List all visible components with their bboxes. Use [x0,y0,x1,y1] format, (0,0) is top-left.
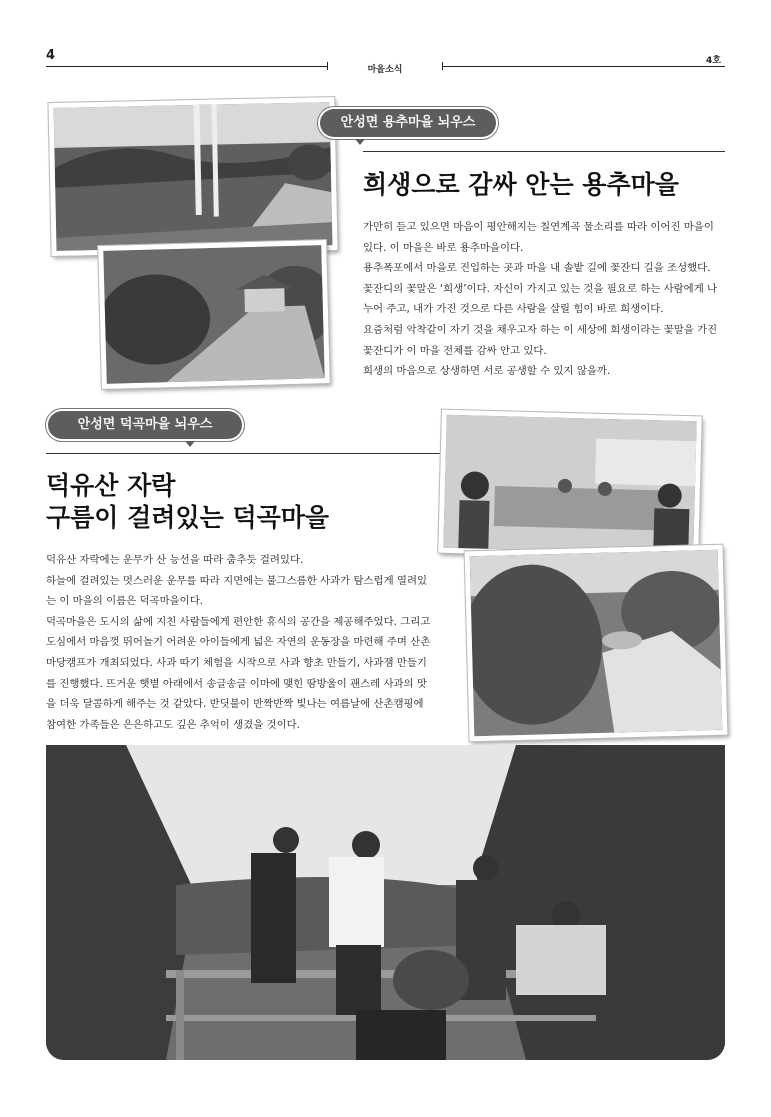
photo-orchard-families [46,745,725,1060]
article1-line: 용추폭포에서 마을로 진입하는 곳과 마을 내 솔밭 길에 꽃잔디 길을 조성했다. [363,262,711,275]
article2-line: 를 진행했다. 뜨거운 햇볕 아래에서 송글송글 이마에 맺힌 땀방울이 괜스레 사과의 맛 [46,677,427,690]
badge-tail [185,441,195,447]
badge-tail [355,139,365,145]
article1-line: 가만히 듣고 있으면 마음이 평안해지는 칠연계곡 물소리를 따라 이어진 마을이 [363,221,714,233]
article2-rule [46,453,440,454]
article2-line: 마당캠프가 개최되었다. 사과 따기 체험을 시작으로 사과 향초 만들기, 사과잼 만들기 [46,656,427,669]
article2-line: 덕유산 자락에는 운무가 산 능선을 따라 춤추듯 걸려있다. [46,554,304,566]
article1-line: 꽃잔디가 이 마을 전체를 감싸 안고 있다. [363,344,547,357]
article1-rule [363,151,725,152]
article1-line: 있다. 이 마을은 바로 용추마을이다. [363,241,524,254]
category-badge-deokgok: 안성면 덕곡마을 뇌우스 [48,411,242,439]
article1-line: 누어 주고, 내가 가진 것으로 다른 사람을 살릴 힘이 바로 희생이다. [363,303,664,316]
header-tick-left [327,62,328,70]
article2-line: 을 더욱 달콤하게 해주는 것 같았다. 반딧불이 반짝반짝 빛나는 여름날에 산촌캠핑에 [46,698,424,711]
article2-line: 덕곡마을은 도시의 삶에 지친 사람들에게 편안한 휴식의 공간을 제공해주었다. 그리고 [46,615,431,628]
article2-body [46,550,464,735]
article1-line: 꽃잔디의 꽃말은 ‘희생’이다. 자신이 가지고 있는 것을 필요로 하는 사람에게 나 [363,282,718,295]
article2-line: 참여한 가족들은 은은하고도 깊은 추억이 생겼을 것이다. [46,718,300,731]
article2-title-line1: 덕유산 자락 [46,471,176,500]
article1-line: 희생의 마음으로 상생하면 서로 공생할 수 있지 않을까. [363,365,611,378]
section-title: 마을소식 [367,65,403,75]
photo-deokgok-apple-picking [465,545,728,742]
issue-number: 4호 [706,56,721,66]
header-rule-left [46,66,327,67]
article2-line: 하늘에 걸려있는 멋스러운 운무를 따라 지면에는 불그스름한 사과가 탐스럽게 열려있 [46,574,428,587]
article2-line: 도심에서 마음껏 뛰어놀기 어려운 아이들에게 넓은 자연의 운동장을 마련해 주며 산촌 [46,636,431,649]
article2-line: 는 이 마을의 이름은 덕곡마을이다. [46,595,204,608]
article1-title: 희생으로 감싸 안는 용추마을 [363,170,679,199]
article2-title-line2: 구름이 걸려있는 덕곡마을 [46,503,330,532]
article1-body [363,217,729,382]
photo-yongchu-village-road [48,97,337,256]
article1-line: 요즘처럼 악착같이 자기 것을 채우고자 하는 이 세상에 희생이라는 꽃말을 가진 [363,323,718,336]
photo-deokgok-classroom [438,410,702,560]
header-rule-right [442,66,725,67]
photo-yongchu-pavilion [98,240,330,389]
page-number: 4 [46,48,56,63]
category-badge-yongchu: 안성면 용추마을 뇌우스 [320,109,496,137]
